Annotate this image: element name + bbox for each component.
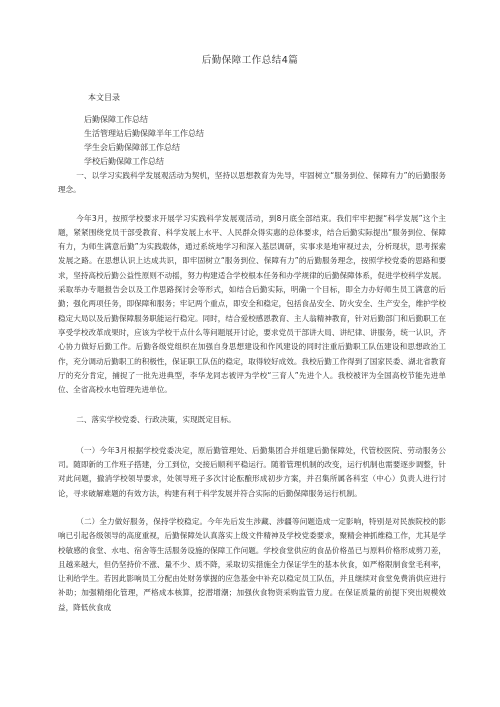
- toc-item[interactable]: 学校后勤保障工作总结: [84, 157, 164, 166]
- body-paragraph: 今年3月，按照学校要求开展学习实践科学发展观活动，到8月底全部结束。我们牢牢把握“科学发展”这个主题，紧紧围绕党员干部受教育、科学发展上水平、人民群众得实惠的总体要求，结合后勤实际提出“服务到位、保障有力，为师生满意后勤”为实践载体，通过系统地学习和深入基层调研，实事求是地审视过去，分析现状，思考探索发展之路。在思想认识上达成共识，即牢固树立“服务到位、保障有力”的后勤服务理念，按照学校党委的思路和要求，坚持高校后勤公益性原则不动摇，努力构建适合学校根本任务和办学规律的后勤保障体系，促进学校科学发展。采取举办专题报告会以及工作思路探讨会等形式，如结合后勤实际，明确一个目标，即全力办好师生员工满意的后勤；强化两项任务，即保障和服务；牢记两个重点，即安全和稳定，包括食品安全、防火安全、生产安全，维护学校稳定大局以及后勤保障服务职能运行稳定。同时，结合爱校感恩教育、主人翁精神教育，针对后勤部门和后勤职工在享受学校改革成果时，应该为学校干点什么等问题展开讨论，要求党员干部讲大局、讲纪律、讲服务，统一认识，齐心协力做好后勤工作。后勤各级党组织在加强自身思想建设和作风建设的同时注重后勤职工队伍建设和思想政治工作，充分调动后勤职工的积极性，保证职工队伍的稳定，取得较好成效。我校后勤工作得到了国家民委、湖北省教育厅的充分肯定，捕捉了一批先进典型，李华龙同志被评为学校“三育人”先进个人。我校被评为全国高校节能先进单位、全省高校水电管理先进单位。: [58, 213, 446, 395]
- table-of-contents: [84, 113, 204, 169]
- section-heading: 二、落实学校党委、行政决策，实现既定目标。: [76, 415, 236, 425]
- document-title: 后勤保障工作总结4篇: [201, 55, 299, 66]
- body-paragraph: （一）今年3月根据学校党委决定，原后勤管理处、后勤集团合并组建后勤保障处，代管校医院、劳动服务公司。随即新的工作班子搭建，分工到位，交接后顺利平稳运行。随着管理机制的改变，运行机制也需要逐步调整，针对此问题，撤消学校领导要求，处领导班子多次讨论酝酿形成初步方案，并召集所属各科室（中心）负责人进行讨论，寻求破解难题的有效方法，构建有利于科学发展并符合实际的后勤保障服务运行机制。: [58, 445, 446, 498]
- toc-item[interactable]: 后勤保障工作总结: [84, 115, 148, 124]
- body-paragraph: （二）全力做好服务，保持学校稳定。今年先后发生涉藏、涉疆等问题造成一定影响，特别是对民族院校的影响已引起各级领导的高度重视，后勤保障处认真落实上级文件精神及学校党委要求，聚精会神抓维稳工作，尤其是学校敏感的食堂、水电、宿舍等生活服务设施的保障工作问题。学校食堂供应的食品价格虽已与原料价格形成剪刀差，且越来越大，但仍坚持价不涨、量不少、质不降，采取切实措施全力保证学生的基本伙食，如严格限制食堂毛利率，让利给学生。若因此影响员工分配由处财务掌握的应急基金中补充以稳定员工队伍，并且继续对食堂免费消供应进行补助；加强精细化管理，严格成本核算，挖潜增潮；加强伙食物资采购监管力度。在保证质量的前提下突出规模效益，降低伙食成: [58, 516, 446, 612]
- document-body: [58, 169, 446, 615]
- toc-heading: 本文目录: [88, 93, 120, 102]
- section-heading: 一、以学习实践科学发展观活动为契机，坚持以思想教育为先导，牢固树立“服务到位、保障有力”的后勤服务理念。: [58, 171, 446, 195]
- toc-item[interactable]: 生活管理站后勤保障半年工作总结: [84, 129, 204, 138]
- toc-item[interactable]: 学生会后勤保障部工作总结: [84, 143, 180, 152]
